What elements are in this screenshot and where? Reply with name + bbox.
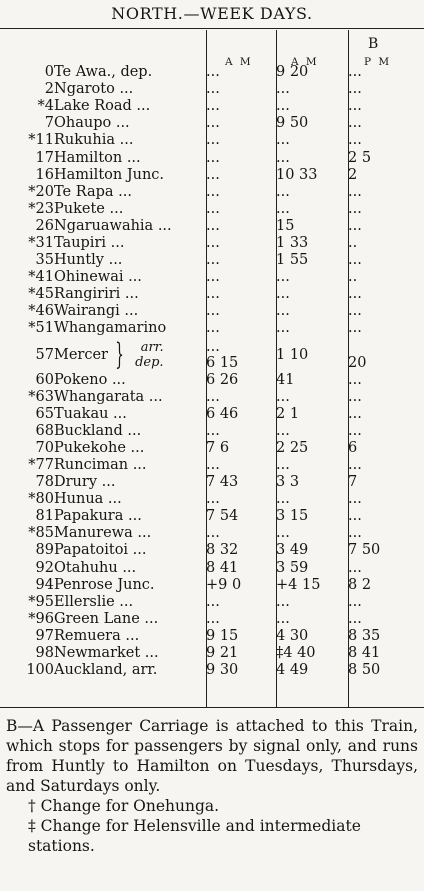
- timetable-row: [0, 525, 424, 542]
- timetable-row: [0, 423, 424, 440]
- time-cell: ...: [276, 388, 290, 405]
- timetable-row: [0, 594, 424, 611]
- time-cell: 6: [348, 439, 358, 456]
- station-cell: Wairangi ...: [54, 303, 139, 320]
- time-cell: ...: [348, 286, 362, 303]
- timetable-row: [0, 491, 424, 508]
- time-cell: 3 3: [276, 474, 300, 491]
- time-cell: ...: [206, 115, 220, 132]
- timetable-row: [0, 628, 424, 645]
- time-cell: ...: [348, 217, 362, 234]
- miles-cell: *85: [28, 525, 54, 542]
- station-cell: Otahuhu ...: [54, 559, 137, 576]
- arr-dep-labels: [135, 340, 163, 370]
- time-cell: ...: [276, 200, 290, 217]
- timetable-row: [0, 389, 424, 406]
- station-cell: Whangarata ...: [54, 388, 163, 405]
- miles-cell: *4: [37, 98, 54, 115]
- station-cell: Green Lane ...: [54, 610, 159, 627]
- time-cell: +9 0: [206, 576, 242, 593]
- time-cell: 7 50: [348, 542, 381, 559]
- time-cell: ...: [206, 64, 220, 81]
- miles-cell: 0: [44, 64, 54, 81]
- station-cell: Tuakau ...: [54, 405, 127, 422]
- timetable-row: [0, 406, 424, 423]
- timetable-row: [0, 184, 424, 201]
- time-cell: ...: [276, 320, 290, 337]
- miles-cell: 70: [35, 439, 54, 456]
- time-cell: ...: [348, 388, 362, 405]
- station-cell: Te Rapa ...: [54, 183, 132, 200]
- miles-cell: *80: [28, 491, 54, 508]
- miles-cell: 98: [35, 645, 54, 662]
- station-cell: Rangiriri ...: [54, 286, 139, 303]
- timetable-row: [0, 457, 424, 474]
- time-cell: ...: [348, 610, 362, 627]
- time-cell: 9 50: [276, 115, 309, 132]
- column-1-label: A M: [225, 56, 253, 68]
- miles-cell: *31: [28, 234, 54, 251]
- miles-cell: 60: [35, 371, 54, 388]
- time-cell: 9 15: [206, 627, 239, 644]
- station-cell: Penrose Junc.: [54, 576, 155, 593]
- time-cell: ...: [348, 320, 362, 337]
- station-cell: Papatoitoi ...: [54, 542, 147, 559]
- footnotes: [6, 716, 418, 856]
- timetable-row: [0, 64, 424, 81]
- time-cell: [276, 338, 348, 372]
- time-cell: 4 30: [276, 627, 309, 644]
- time-cell: ...: [276, 593, 290, 610]
- time-cell: 6 26: [206, 371, 239, 388]
- time-cell: ...: [206, 149, 220, 166]
- station-cell: Hamilton ...: [54, 149, 141, 166]
- timetable-row: [0, 474, 424, 491]
- timetable-row: [0, 508, 424, 525]
- station-cell: Papakura ...: [54, 508, 142, 525]
- time-cell: ...: [206, 593, 220, 610]
- timetable-row: [0, 167, 424, 184]
- time-cell: 2 1: [276, 405, 300, 422]
- time-cell: ...: [276, 422, 290, 439]
- station-cell: Ngaroto ...: [54, 81, 134, 98]
- time-cell: 10 33: [276, 166, 318, 183]
- time-cell: ...: [348, 525, 362, 542]
- time-cell: ...: [206, 132, 220, 149]
- time-cell: 8 41: [348, 645, 381, 662]
- timetable-row: [0, 252, 424, 269]
- station-cell: Remuera ...: [54, 627, 140, 644]
- station-cell: Whangamarino: [54, 320, 167, 337]
- time-cell: 8 35: [348, 627, 381, 644]
- timetable-row: [0, 372, 424, 389]
- time-cell: 8 41: [206, 559, 239, 576]
- time-cell: ...: [206, 81, 220, 98]
- time-cell: ...: [206, 286, 220, 303]
- time-cell: 9 20: [276, 64, 309, 81]
- time-cell: 9 21: [206, 645, 239, 662]
- column-2-label: A M: [291, 56, 319, 68]
- time-cell: 4 49: [276, 662, 309, 679]
- time-cell: ..: [348, 269, 358, 286]
- time-cell: ...: [276, 98, 290, 115]
- timetable-row: [0, 645, 424, 662]
- column-3-label: P M: [364, 56, 392, 68]
- time-cell: ...: [206, 217, 220, 234]
- note-double-dagger: ‡ Change for Helensville and intermediate stations.: [28, 817, 361, 855]
- station-cell: Ohaupo ...: [54, 115, 130, 132]
- table-bottom-rule: [0, 707, 424, 708]
- station-cell: Huntly ...: [54, 252, 123, 269]
- station-cell: Te Awa., dep.: [54, 64, 153, 81]
- miles-cell: 92: [35, 559, 54, 576]
- miles-cell: 78: [35, 474, 54, 491]
- time-cell: ...: [206, 388, 220, 405]
- miles-cell: 97: [35, 627, 54, 644]
- station-cell: Runciman ...: [54, 457, 147, 474]
- timetable-row: [0, 149, 424, 166]
- time-cell: ...: [348, 491, 362, 508]
- miles-cell: 16: [35, 166, 54, 183]
- miles-cell: *11: [28, 132, 54, 149]
- time-cell: 2: [348, 166, 358, 183]
- time-cell: +4 15: [276, 576, 321, 593]
- note-b: B—A Passenger Carriage is attached to this Train, which stops for passengers by signal only, and runs from Huntly to Hamilton on Tuesdays, Thursdays, and Saturdays only.: [6, 717, 418, 795]
- miles-cell: 2: [44, 81, 54, 98]
- station-cell: Pukekohe ...: [54, 439, 145, 456]
- dep-time: 20: [348, 354, 367, 371]
- dep-label: dep.: [135, 354, 164, 370]
- time-cell: ...: [206, 234, 220, 251]
- time-cell: 3 49: [276, 542, 309, 559]
- time-cell: ...: [348, 559, 362, 576]
- timetable-row: [0, 320, 424, 337]
- time-cell: [206, 338, 276, 372]
- miles-cell: *23: [28, 200, 54, 217]
- timetable-row: [0, 201, 424, 218]
- time-cell: 7 43: [206, 474, 239, 491]
- time-cell: ..: [348, 234, 358, 251]
- station-cell: Pukete ...: [54, 200, 124, 217]
- miles-cell: *95: [28, 593, 54, 610]
- timetable-row: [0, 98, 424, 115]
- timetable-row: [0, 542, 424, 559]
- station-cell: Drury ...: [54, 474, 116, 491]
- arr-time: 1 10: [276, 346, 309, 363]
- station-cell: Taupiri ...: [54, 234, 125, 251]
- timetable-row: [0, 115, 424, 132]
- station-cell: Hunua ...: [54, 491, 122, 508]
- time-cell: ...: [206, 525, 220, 542]
- time-cell: ...: [206, 422, 220, 439]
- time-cell: ...: [276, 525, 290, 542]
- time-cell: 9 30: [206, 662, 239, 679]
- miles-cell: 68: [35, 422, 54, 439]
- time-cell: ...: [276, 491, 290, 508]
- miles-cell: 81: [35, 508, 54, 525]
- miles-cell: *77: [28, 457, 54, 474]
- miles-cell: *96: [28, 610, 54, 627]
- miles-cell: *20: [28, 183, 54, 200]
- time-cell: ...: [276, 269, 290, 286]
- time-cell: ...: [348, 371, 362, 388]
- timetable-row: [0, 611, 424, 628]
- timetable-row: [0, 338, 424, 372]
- time-cell: 8 32: [206, 542, 239, 559]
- time-cell: 2 5: [348, 149, 372, 166]
- miles-cell: 65: [35, 405, 54, 422]
- station-cell: Rukuhia ...: [54, 132, 134, 149]
- time-cell: ...: [276, 183, 290, 200]
- timetable-row: [0, 235, 424, 252]
- title-rule: [0, 28, 424, 29]
- time-cell: 3 59: [276, 559, 309, 576]
- time-cell: ...: [348, 132, 362, 149]
- miles-cell: 100: [26, 662, 54, 679]
- time-cell: ...: [348, 405, 362, 422]
- station-name: Mercer: [54, 346, 108, 363]
- time-cell: ...: [276, 457, 290, 474]
- time-cell: ...: [276, 81, 290, 98]
- time-cell: ...: [206, 303, 220, 320]
- time-cell: ...: [348, 508, 362, 525]
- time-cell: ...: [206, 98, 220, 115]
- time-cell: ...: [348, 81, 362, 98]
- time-cell: ‡4 40: [276, 645, 316, 662]
- timetable: [0, 64, 424, 679]
- note-dagger: † Change for Onehunga.: [28, 797, 220, 815]
- timetable-row: [0, 303, 424, 320]
- timetable-row: [0, 269, 424, 286]
- time-cell: 6 46: [206, 405, 239, 422]
- timetable-row: [0, 81, 424, 98]
- time-cell: 3 15: [276, 508, 309, 525]
- station-cell: Auckland, arr.: [54, 662, 158, 679]
- time-cell: ...: [206, 183, 220, 200]
- station-cell: Ellerslie ...: [54, 593, 134, 610]
- timetable-row: [0, 577, 424, 594]
- station-cell: Hamilton Junc.: [54, 166, 165, 183]
- column-3-top-label: B: [368, 36, 379, 52]
- time-cell: ...: [348, 115, 362, 132]
- time-cell: ...: [276, 610, 290, 627]
- time-cell: ...: [348, 183, 362, 200]
- miles-cell: *63: [28, 388, 54, 405]
- timetable-row: [0, 560, 424, 577]
- station-cell: [54, 338, 206, 372]
- miles-cell: 17: [35, 149, 54, 166]
- miles-cell: *51: [28, 320, 54, 337]
- time-cell: ...: [206, 269, 220, 286]
- time-cell: ...: [206, 610, 220, 627]
- station-cell: Lake Road ...: [54, 98, 151, 115]
- arr-label: arr.: [140, 339, 164, 355]
- time-cell: 1 55: [276, 252, 309, 269]
- timetable-row: [0, 132, 424, 149]
- miles-cell: *46: [28, 303, 54, 320]
- miles-cell: 35: [35, 252, 54, 269]
- brace-mark: }: [115, 337, 124, 372]
- time-cell: ...: [348, 593, 362, 610]
- timetable-row: [0, 286, 424, 303]
- time-cell: ...: [276, 303, 290, 320]
- timetable-row: [0, 440, 424, 457]
- miles-cell: 26: [35, 217, 54, 234]
- time-cell: 7 6: [206, 439, 230, 456]
- arr-time: ...: [206, 338, 220, 355]
- miles-cell: *41: [28, 269, 54, 286]
- time-cell: 15: [276, 217, 295, 234]
- time-cell: ...: [276, 286, 290, 303]
- time-cell: ...: [276, 132, 290, 149]
- time-cell: 8 2: [348, 576, 372, 593]
- time-cell: 2 25: [276, 439, 309, 456]
- station-cell: Ngaruawahia ...: [54, 217, 172, 234]
- time-cell: ...: [206, 200, 220, 217]
- station-cell: Newmarket ...: [54, 645, 159, 662]
- timetable-title: NORTH.—WEEK DAYS.: [111, 4, 313, 23]
- station-cell: Manurewa ...: [54, 525, 152, 542]
- miles-cell: 7: [44, 115, 54, 132]
- station-cell: Buckland ...: [54, 422, 142, 439]
- miles-cell: 89: [35, 542, 54, 559]
- time-cell: 41: [276, 371, 295, 388]
- time-cell: ...: [206, 166, 220, 183]
- time-cell: ...: [206, 320, 220, 337]
- timetable-row: [0, 218, 424, 235]
- time-cell: ...: [348, 422, 362, 439]
- miles-cell: *45: [28, 286, 54, 303]
- timetable-row: [0, 662, 424, 679]
- time-cell: ...: [276, 149, 290, 166]
- time-cell: ...: [348, 303, 362, 320]
- time-cell: ...: [348, 64, 362, 81]
- time-cell: 7 54: [206, 508, 239, 525]
- miles-cell: 57: [35, 346, 54, 363]
- miles-cell: 94: [35, 576, 54, 593]
- time-cell: ...: [348, 98, 362, 115]
- time-cell: ...: [348, 252, 362, 269]
- time-cell: 1 33: [276, 234, 309, 251]
- time-cell: ...: [348, 457, 362, 474]
- time-cell: 8 50: [348, 662, 381, 679]
- station-cell: Pokeno ...: [54, 371, 126, 388]
- time-cell: ...: [206, 252, 220, 269]
- time-cell: ...: [348, 200, 362, 217]
- time-cell: ...: [206, 457, 220, 474]
- station-cell: Ohinewai ...: [54, 269, 142, 286]
- time-cell: ...: [206, 491, 220, 508]
- time-cell: [348, 338, 424, 372]
- dep-time: 6 15: [206, 354, 239, 371]
- time-cell: 7: [348, 474, 358, 491]
